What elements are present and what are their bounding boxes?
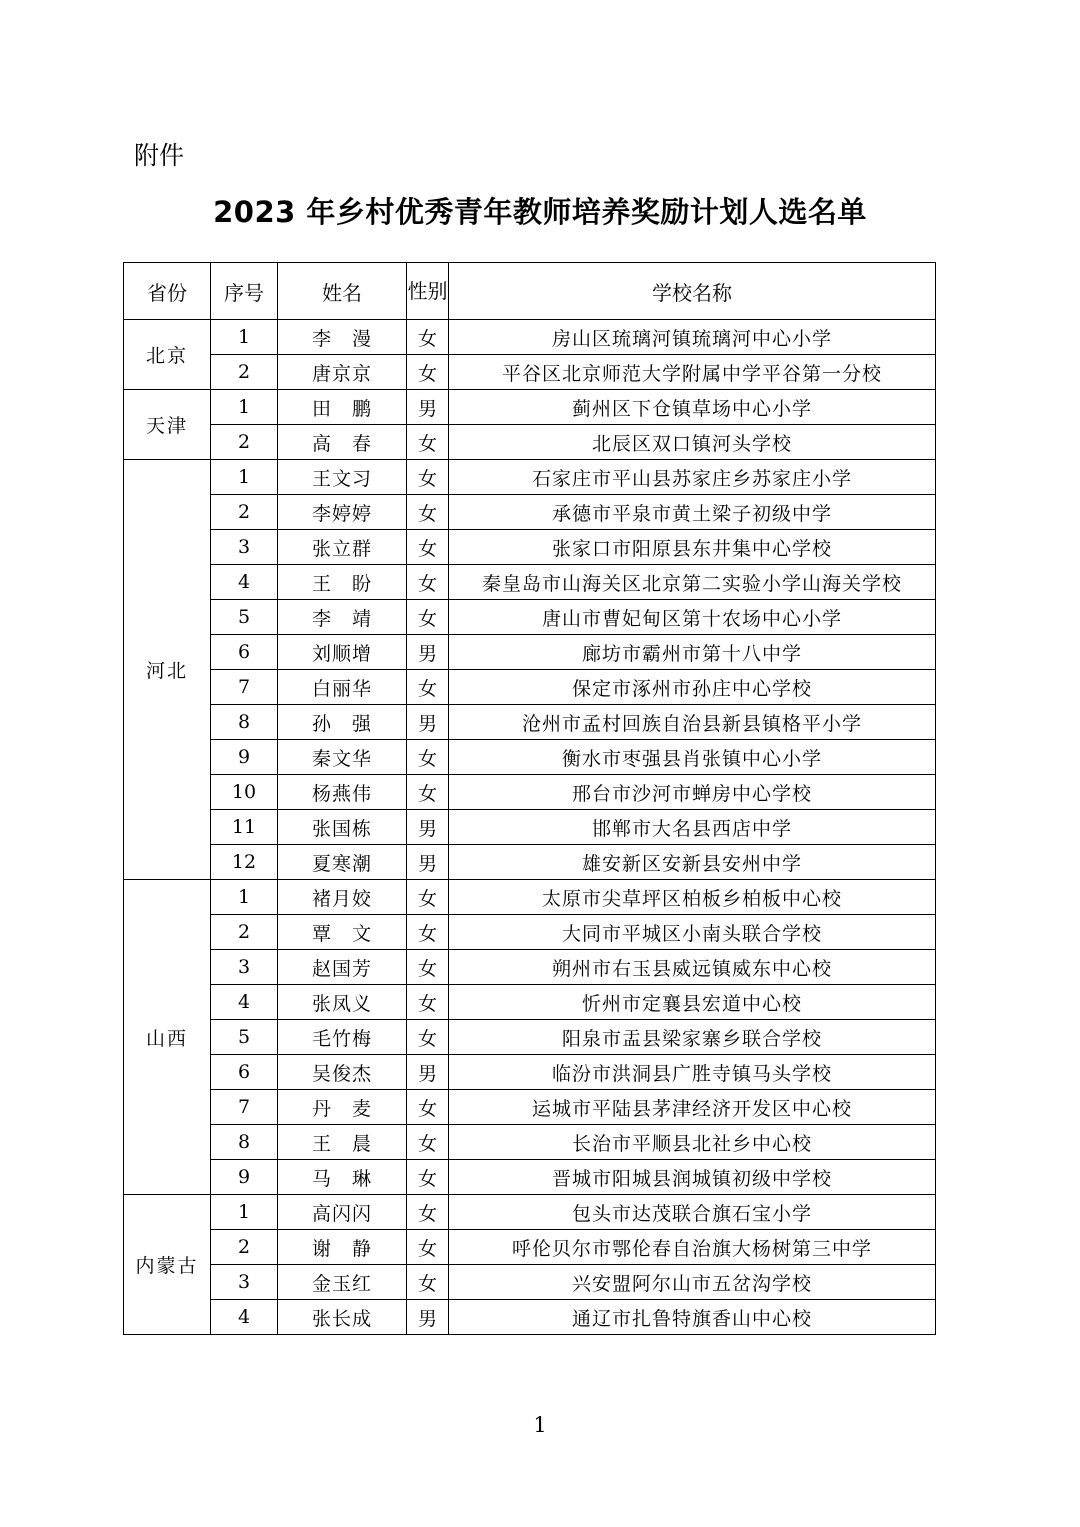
school-cell: 包头市达茂联合旗石宝小学 xyxy=(449,1195,936,1230)
table-row xyxy=(124,1195,936,1230)
name-cell: 唐京京 xyxy=(278,355,407,390)
index-cell: 5 xyxy=(211,1020,278,1055)
province-cell: 山西 xyxy=(124,880,211,1195)
index-cell: 2 xyxy=(211,915,278,950)
school-cell: 房山区琉璃河镇琉璃河中心小学 xyxy=(449,320,936,355)
index-cell: 3 xyxy=(211,950,278,985)
index-cell: 7 xyxy=(211,1090,278,1125)
table-row xyxy=(124,1090,936,1125)
gender-cell: 女 xyxy=(407,355,449,390)
table-row xyxy=(124,355,936,390)
index-cell: 1 xyxy=(211,460,278,495)
table-row xyxy=(124,530,936,565)
gender-cell: 女 xyxy=(407,460,449,495)
table-row xyxy=(124,1300,936,1335)
table-row xyxy=(124,635,936,670)
name-cell: 丹 麦 xyxy=(278,1090,407,1125)
name-cell: 田 鹏 xyxy=(278,390,407,425)
name-cell: 毛竹梅 xyxy=(278,1020,407,1055)
gender-cell: 女 xyxy=(407,1195,449,1230)
table-row xyxy=(124,705,936,740)
table-row xyxy=(124,915,936,950)
gender-cell: 女 xyxy=(407,495,449,530)
index-cell: 6 xyxy=(211,1055,278,1090)
province-cell: 天津 xyxy=(124,390,211,460)
name-cell: 秦文华 xyxy=(278,740,407,775)
candidate-table xyxy=(123,262,936,1335)
school-cell: 朔州市右玉县威远镇威东中心校 xyxy=(449,950,936,985)
header-index: 序号 xyxy=(211,263,278,320)
table-row xyxy=(124,460,936,495)
name-cell: 张国栋 xyxy=(278,810,407,845)
header-row xyxy=(124,263,936,320)
gender-cell: 男 xyxy=(407,845,449,880)
gender-cell: 男 xyxy=(407,810,449,845)
gender-cell: 女 xyxy=(407,425,449,460)
gender-cell: 女 xyxy=(407,320,449,355)
gender-cell: 女 xyxy=(407,880,449,915)
table-row xyxy=(124,1160,936,1195)
school-cell: 北辰区双口镇河头学校 xyxy=(449,425,936,460)
table-row xyxy=(124,775,936,810)
name-cell: 高 春 xyxy=(278,425,407,460)
table-row xyxy=(124,810,936,845)
gender-cell: 女 xyxy=(407,530,449,565)
province-cell: 河北 xyxy=(124,460,211,880)
index-cell: 4 xyxy=(211,1300,278,1335)
name-cell: 高闪闪 xyxy=(278,1195,407,1230)
table-row xyxy=(124,1055,936,1090)
header-gender: 性别 xyxy=(407,263,449,320)
name-cell: 赵国芳 xyxy=(278,950,407,985)
index-cell: 8 xyxy=(211,1125,278,1160)
name-cell: 褚月姣 xyxy=(278,880,407,915)
table-row xyxy=(124,1265,936,1300)
school-cell: 太原市尖草坪区柏板乡柏板中心校 xyxy=(449,880,936,915)
school-cell: 邢台市沙河市蝉房中心学校 xyxy=(449,775,936,810)
index-cell: 2 xyxy=(211,425,278,460)
table-row xyxy=(124,390,936,425)
attachment-label: 附件 xyxy=(134,141,185,170)
table-row xyxy=(124,1020,936,1055)
gender-cell: 男 xyxy=(407,705,449,740)
table-row xyxy=(124,950,936,985)
index-cell: 1 xyxy=(211,880,278,915)
gender-cell: 女 xyxy=(407,670,449,705)
school-cell: 平谷区北京师范大学附属中学平谷第一分校 xyxy=(449,355,936,390)
school-cell: 兴安盟阿尔山市五岔沟学校 xyxy=(449,1265,936,1300)
name-cell: 白丽华 xyxy=(278,670,407,705)
index-cell: 9 xyxy=(211,740,278,775)
header-school: 学校名称 xyxy=(449,263,936,320)
gender-cell: 男 xyxy=(407,1055,449,1090)
school-cell: 张家口市阳原县东井集中心学校 xyxy=(449,530,936,565)
name-cell: 王 晨 xyxy=(278,1125,407,1160)
province-cell: 北京 xyxy=(124,320,211,390)
school-cell: 阳泉市盂县梁家寨乡联合学校 xyxy=(449,1020,936,1055)
index-cell: 4 xyxy=(211,565,278,600)
school-cell: 保定市涿州市孙庄中心学校 xyxy=(449,670,936,705)
index-cell: 1 xyxy=(211,1195,278,1230)
gender-cell: 女 xyxy=(407,1160,449,1195)
table-row xyxy=(124,1125,936,1160)
index-cell: 4 xyxy=(211,985,278,1020)
school-cell: 呼伦贝尔市鄂伦春自治旗大杨树第三中学 xyxy=(449,1230,936,1265)
table-row xyxy=(124,670,936,705)
gender-cell: 女 xyxy=(407,1230,449,1265)
table-row xyxy=(124,845,936,880)
gender-cell: 男 xyxy=(407,635,449,670)
school-cell: 大同市平城区小南头联合学校 xyxy=(449,915,936,950)
gender-cell: 女 xyxy=(407,565,449,600)
school-cell: 沧州市孟村回族自治县新县镇格平小学 xyxy=(449,705,936,740)
gender-cell: 女 xyxy=(407,985,449,1020)
table-row xyxy=(124,565,936,600)
index-cell: 11 xyxy=(211,810,278,845)
page-number: 1 xyxy=(533,1413,547,1437)
index-cell: 2 xyxy=(211,495,278,530)
school-cell: 雄安新区安新县安州中学 xyxy=(449,845,936,880)
name-cell: 李 靖 xyxy=(278,600,407,635)
school-cell: 承德市平泉市黄土梁子初级中学 xyxy=(449,495,936,530)
index-cell: 6 xyxy=(211,635,278,670)
name-cell: 张立群 xyxy=(278,530,407,565)
table-row xyxy=(124,320,936,355)
table-row xyxy=(124,880,936,915)
school-cell: 临汾市洪洞县广胜寺镇马头学校 xyxy=(449,1055,936,1090)
table-body xyxy=(124,320,936,1335)
index-cell: 7 xyxy=(211,670,278,705)
gender-cell: 男 xyxy=(407,390,449,425)
gender-cell: 女 xyxy=(407,600,449,635)
page-title: 2023 年乡村优秀青年教师培养奖励计划人选名单 xyxy=(213,195,867,229)
gender-cell: 女 xyxy=(407,950,449,985)
table-row xyxy=(124,495,936,530)
index-cell: 12 xyxy=(211,845,278,880)
index-cell: 2 xyxy=(211,355,278,390)
index-cell: 10 xyxy=(211,775,278,810)
school-cell: 石家庄市平山县苏家庄乡苏家庄小学 xyxy=(449,460,936,495)
name-cell: 马 琳 xyxy=(278,1160,407,1195)
gender-cell: 女 xyxy=(407,740,449,775)
school-cell: 通辽市扎鲁特旗香山中心校 xyxy=(449,1300,936,1335)
school-cell: 唐山市曹妃甸区第十农场中心小学 xyxy=(449,600,936,635)
school-cell: 廊坊市霸州市第十八中学 xyxy=(449,635,936,670)
index-cell: 3 xyxy=(211,530,278,565)
gender-cell: 女 xyxy=(407,1020,449,1055)
index-cell: 5 xyxy=(211,600,278,635)
school-cell: 秦皇岛市山海关区北京第二实验小学山海关学校 xyxy=(449,565,936,600)
index-cell: 1 xyxy=(211,390,278,425)
header-province: 省份 xyxy=(124,263,211,320)
name-cell: 王文习 xyxy=(278,460,407,495)
school-cell: 运城市平陆县茅津经济开发区中心校 xyxy=(449,1090,936,1125)
name-cell: 张凤义 xyxy=(278,985,407,1020)
name-cell: 孙 强 xyxy=(278,705,407,740)
name-cell: 谢 静 xyxy=(278,1230,407,1265)
header-name: 姓名 xyxy=(278,263,407,320)
table-row xyxy=(124,425,936,460)
name-cell: 李婷婷 xyxy=(278,495,407,530)
gender-cell: 女 xyxy=(407,915,449,950)
name-cell: 李 漫 xyxy=(278,320,407,355)
school-cell: 蓟州区下仓镇草场中心小学 xyxy=(449,390,936,425)
table-row xyxy=(124,1230,936,1265)
name-cell: 覃 文 xyxy=(278,915,407,950)
index-cell: 9 xyxy=(211,1160,278,1195)
index-cell: 8 xyxy=(211,705,278,740)
name-cell: 王 盼 xyxy=(278,565,407,600)
school-cell: 晋城市阳城县润城镇初级中学校 xyxy=(449,1160,936,1195)
name-cell: 金玉红 xyxy=(278,1265,407,1300)
index-cell: 3 xyxy=(211,1265,278,1300)
index-cell: 1 xyxy=(211,320,278,355)
name-cell: 吴俊杰 xyxy=(278,1055,407,1090)
gender-cell: 女 xyxy=(407,1265,449,1300)
school-cell: 长治市平顺县北社乡中心校 xyxy=(449,1125,936,1160)
gender-cell: 女 xyxy=(407,1125,449,1160)
name-cell: 杨燕伟 xyxy=(278,775,407,810)
gender-cell: 女 xyxy=(407,1090,449,1125)
name-cell: 张长成 xyxy=(278,1300,407,1335)
table-row xyxy=(124,740,936,775)
province-cell: 内蒙古 xyxy=(124,1195,211,1335)
school-cell: 邯郸市大名县西店中学 xyxy=(449,810,936,845)
table-row xyxy=(124,600,936,635)
name-cell: 刘顺增 xyxy=(278,635,407,670)
table-row xyxy=(124,985,936,1020)
gender-cell: 女 xyxy=(407,775,449,810)
school-cell: 忻州市定襄县宏道中心校 xyxy=(449,985,936,1020)
index-cell: 2 xyxy=(211,1230,278,1265)
gender-cell: 男 xyxy=(407,1300,449,1335)
name-cell: 夏寒潮 xyxy=(278,845,407,880)
school-cell: 衡水市枣强县肖张镇中心小学 xyxy=(449,740,936,775)
